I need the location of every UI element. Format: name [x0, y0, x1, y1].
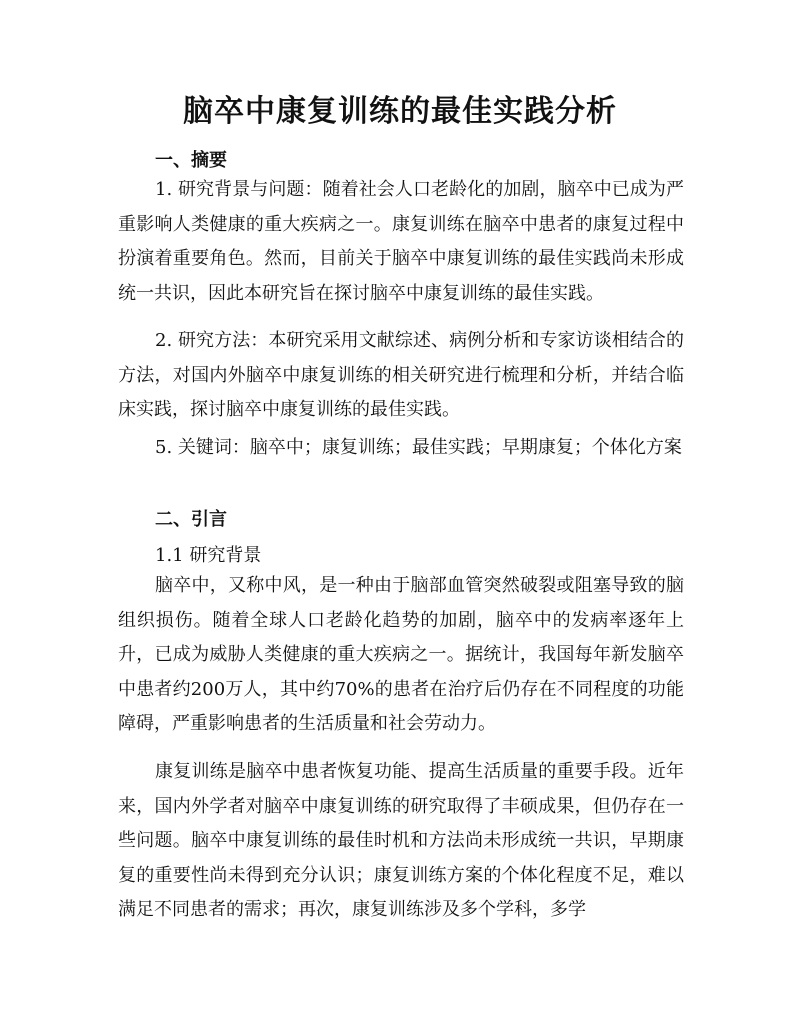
document-title: 脑卒中康复训练的最佳实践分析: [183, 94, 617, 129]
abstract-paragraph-keywords: 5. 关键词：脑卒中；康复训练；最佳实践；早期康复；个体化方案: [155, 437, 682, 458]
section-heading-abstract: 一、摘要: [155, 150, 227, 171]
intro-paragraph-2: 康复训练是脑卒中患者恢复功能、提高生活质量的重要手段。近年来，国内外学者对脑卒中康复训练的研究取得了丰硕成果，但仍存在一些问题。脑卒中康复训练的最佳时机和方法尚未形成统一共识，早期康复的重要性尚未得到充分认识；康复训练方案的个体化程度不足，难以满足不同患者的需求；再次，康复训练涉及多个学科，多学: [118, 761, 684, 920]
intro-paragraph-1: 脑卒中，又称中风，是一种由于脑部血管突然破裂或阻塞导致的脑组织损伤。随着全球人口老龄化趋势的加剧，脑卒中的发病率逐年上升，已成为威胁人类健康的重大疾病之一。据统计，我国每年新发脑卒中患者约200万人，其中约70%的患者在治疗后仍存在不同程度的功能障碍，严重影响患者的生活质量和社会劳动力。: [118, 575, 684, 734]
abstract-paragraph-methods: 2. 研究方法：本研究采用文献综述、病例分析和专家访谈相结合的方法，对国内外脑卒中康复训练的相关研究进行梳理和分析，并结合临床实践，探讨脑卒中康复训练的最佳实践。: [118, 330, 684, 420]
abstract-paragraph-background: 1. 研究背景与问题：随着社会人口老龄化的加剧，脑卒中已成为严重影响人类健康的重大疾病之一。康复训练在脑卒中患者的康复过程中扮演着重要角色。然而，目前关于脑卒中康复训练的最佳实践尚未形成统一共识，因此本研究旨在探讨脑卒中康复训练的最佳实践。: [118, 179, 684, 304]
subsection-heading-background: 1.1 研究背景: [155, 545, 262, 566]
section-heading-introduction: 二、引言: [155, 509, 227, 530]
